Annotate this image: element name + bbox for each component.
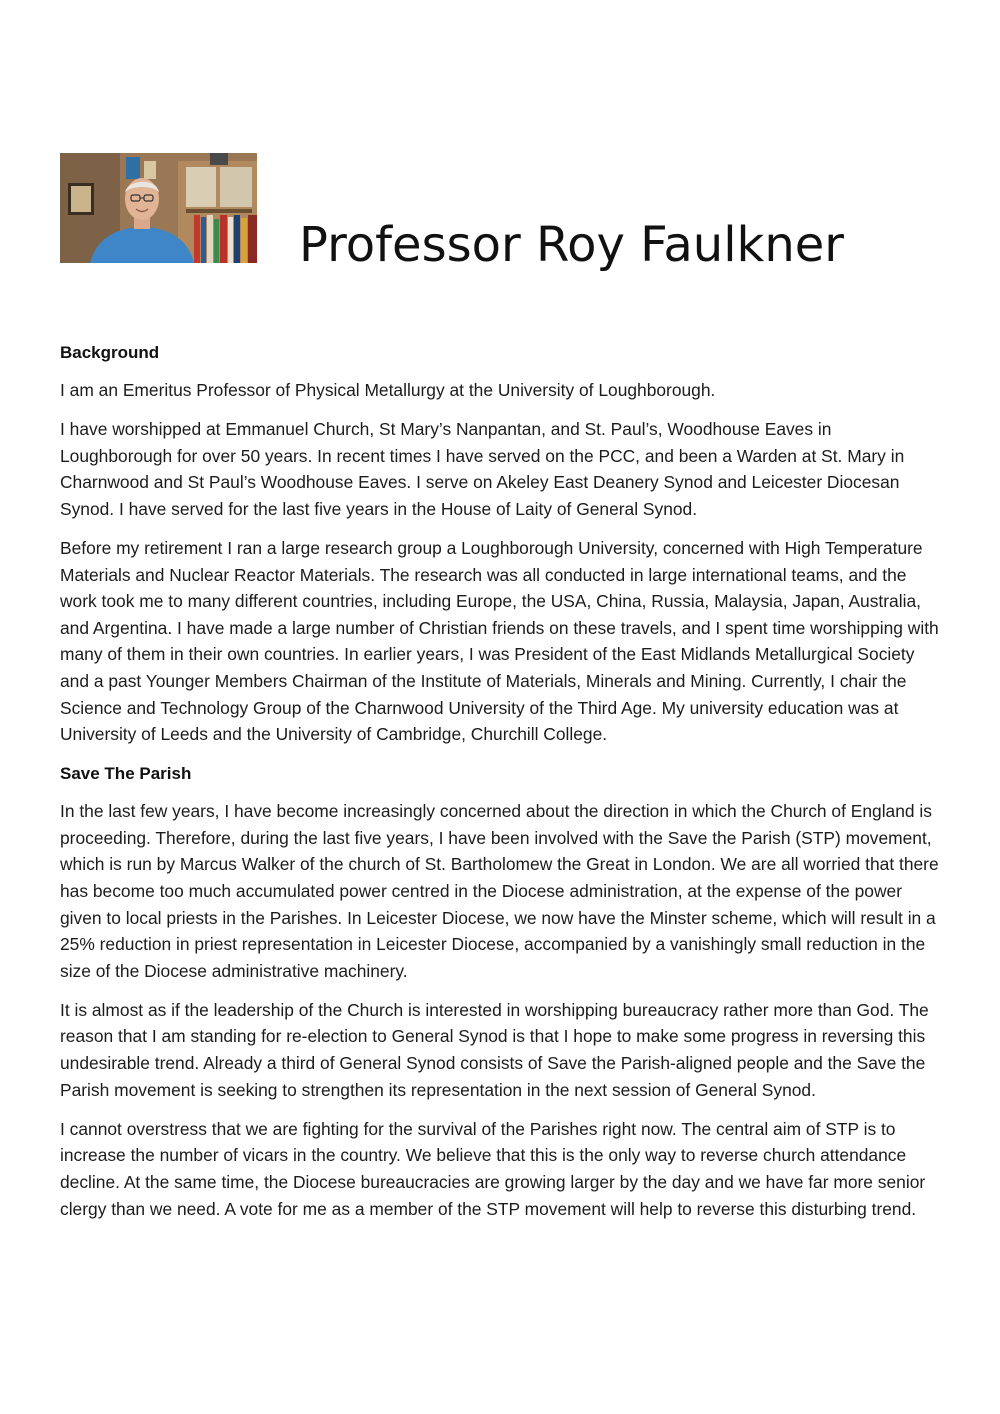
page-title: Professor Roy Faulkner — [299, 217, 845, 273]
section-save-the-parish — [60, 760, 940, 1222]
paragraph: I cannot overstress that we are fighting for the survival of the Parishes right now. The central aim of STP is to increase the number of vicars in the country. We believe that this is the only way to reverse church attendance decline. At the same time, the Diocese bureaucracies are growing larger by the day and we have far more senior clergy than we need. A vote for me as a member of the STP movement will help to reverse this disturbing trend. — [60, 1118, 926, 1219]
section-heading: Background — [60, 343, 160, 362]
paragraph: It is almost as if the leadership of the Church is interested in worshipping bureaucracy rather more than God. The reason that I am standing for re-election to General Synod is that I hope to make some progress in reversing this undesirable trend. Already a third of General Synod consists of Save the Parish-aligned people and the Save the Parish movement is seeking to strengthen its representation in the next session of General Synod. — [60, 999, 929, 1100]
paragraph: Before my retirement I ran a large research group a Loughborough University, concerned with High Temperature Materials and Nuclear Reactor Materials. The research was all conducted in large international teams, and the work took me to many different countries, including Europe, the USA, China, Russia, Malaysia, Japan, Australia, and Argentina. I have made a large number of Christian friends on these travels, and I spent time worshipping with many of them in their own countries. In earlier years, I was President of the East Midlands Metallurgical Society and a past Younger Members Chairman of the Institute of Materials, Minerals and Mining. Currently, I chair the Science and Technology Group of the Charnwood University of the Third Age. My university education was at University of Leeds and the University of Cambridge, Churchill College. — [60, 537, 939, 745]
section-background — [60, 339, 940, 748]
document-body — [60, 339, 940, 1235]
paragraph: I have worshipped at Emmanuel Church, St Mary’s Nanpantan, and St. Paul’s, Woodhouse Eaves in Loughborough for over 50 years. In recent times I have served on the PCC, and been a Warden at St. Mary in Charnwood and St Paul’s Woodhouse Eaves. I serve on Akeley East Deanery Synod and Leicester Diocesan Synod. I have served for the last five years in the House of Laity of General Synod. — [60, 419, 905, 519]
paragraph: In the last few years, I have become increasingly concerned about the direction in which the Church of England is proceeding. Therefore, during the last five years, I have been involved with the Save the Parish (STP) movement, which is run by Marcus Walker of the church of St. Bartholomew the Great in London. We are all worried that there has become too much accumulated power centred in the Diocese administration, at the expense of the power given to local priests in the Parishes. In Leicester Diocese, we now have the Minster scheme, which will result in a 25% reduction in priest representation in Leicester Diocese, accompanied by a vanishingly small reduction in the size of the Diocese administrative machinery. — [60, 801, 939, 981]
portrait-photo — [60, 153, 257, 263]
section-heading: Save The Parish — [60, 764, 192, 784]
paragraph: I am an Emeritus Professor of Physical Metallurgy at the University of Loughborough. — [60, 380, 716, 400]
